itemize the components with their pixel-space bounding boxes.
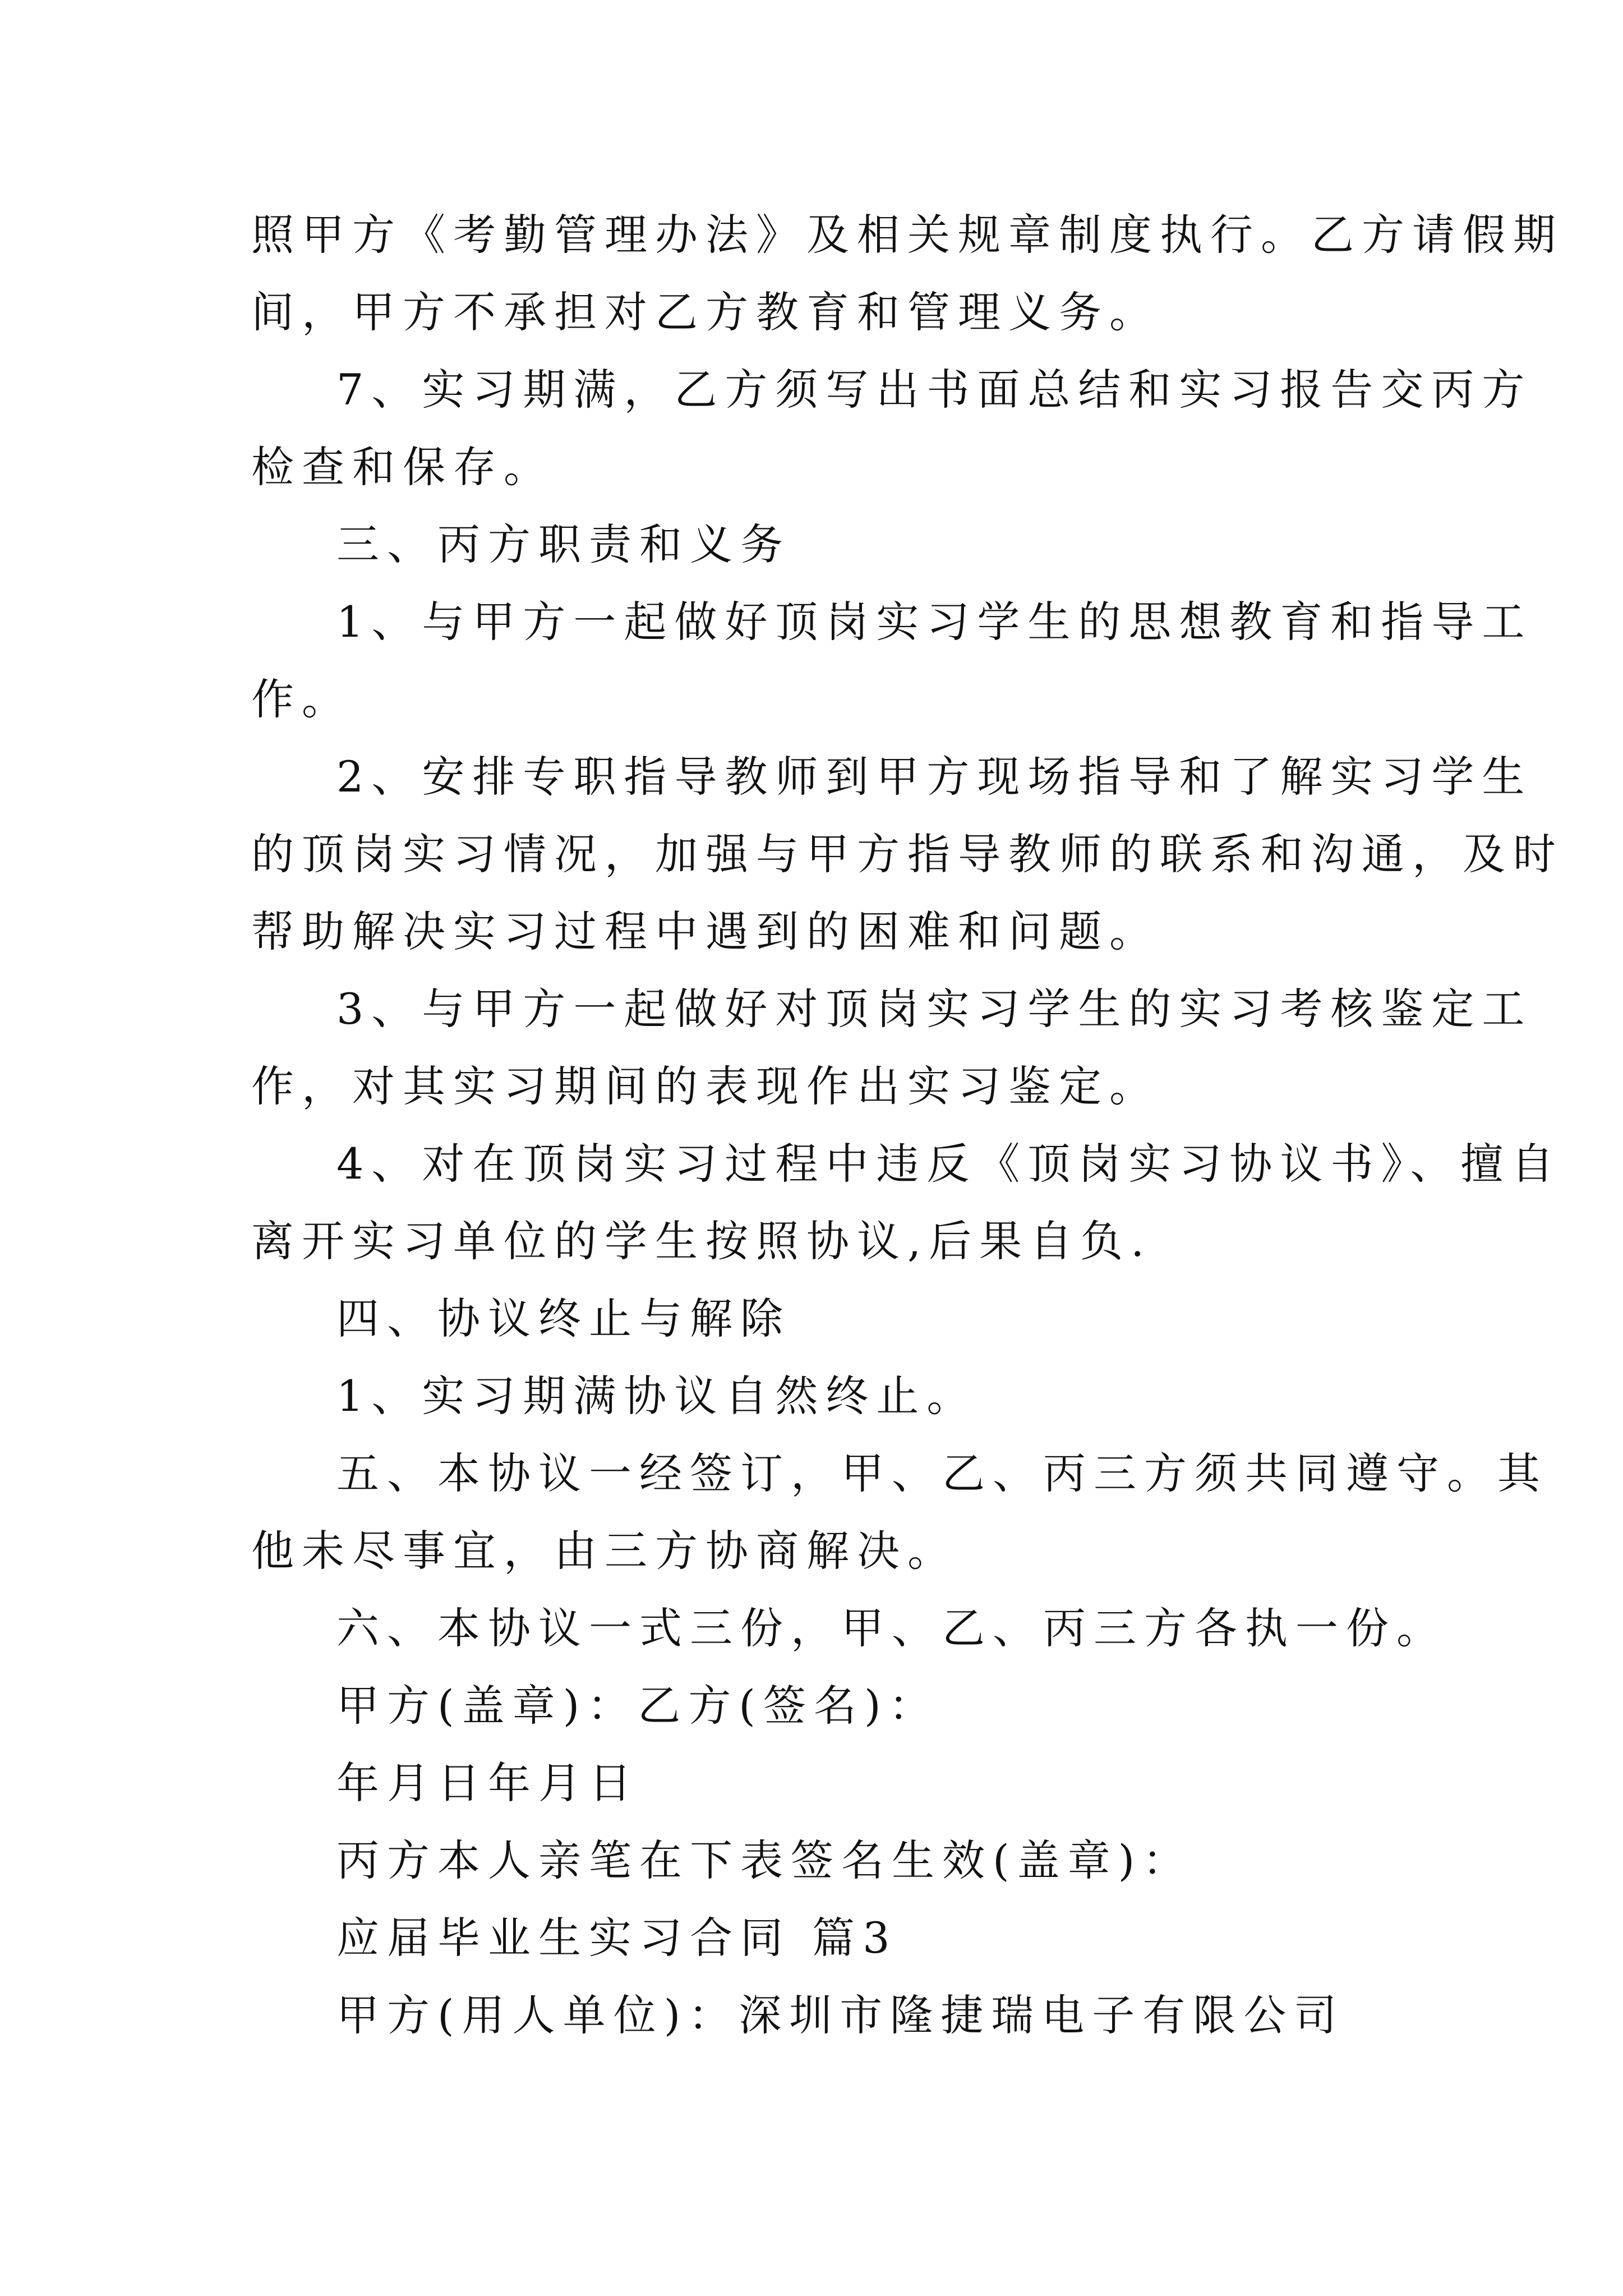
text-line: 间，甲方不承担对乙方教育和管理义务。	[251, 287, 1160, 337]
signature-line-a-b	[251, 1667, 1373, 1745]
text-line: 六、本协议一式三份，甲、乙、丙三方各执一份。	[336, 1603, 1447, 1653]
text-line: 作，对其实习期间的表现作出实习鉴定。	[251, 1061, 1160, 1111]
text-line: 照甲方《考勤管理办法》及相关规章制度执行。乙方请假期	[251, 210, 1564, 260]
paragraph-c-clause-3	[251, 970, 1533, 1125]
text-line: 三、丙方职责和义务	[336, 519, 791, 569]
section-six	[251, 1590, 1447, 1667]
text-line: 2、安排专职指导教师到甲方现场指导和了解实习学生	[336, 752, 1533, 802]
text-line: 离开实习单位的学生按照协议,后果自负.	[251, 1216, 1152, 1266]
section-heading-termination	[251, 1280, 1373, 1358]
text-line: 3、与甲方一起做好对顶岗实习学生的实习考核鉴定工	[336, 984, 1533, 1034]
text-line: 的顶岗实习情况，加强与甲方指导教师的联系和沟通，及时	[251, 829, 1564, 879]
paragraph-clause-7	[251, 351, 1533, 506]
paragraph-c-clause-1	[251, 583, 1533, 738]
text-line: 1、实习期满协议自然终止。	[336, 1371, 978, 1421]
section-heading-party-c-duties	[251, 506, 1373, 583]
text-line: 他未尽事宜，由三方协商解决。	[251, 1526, 958, 1576]
signature-line-c	[251, 1822, 1373, 1899]
text-line: 甲方(盖章)：乙方(签名)：	[336, 1681, 939, 1731]
text-line: 应届毕业生实习合同 篇3	[336, 1913, 898, 1963]
paragraph-c-clause-4	[251, 1125, 1562, 1280]
contract-title-part-3	[251, 1899, 1373, 1977]
text-line: 四、协议终止与解除	[336, 1294, 791, 1343]
text-line: 五、本协议一经签订，甲、乙、丙三方须共同遵守。其	[336, 1448, 1548, 1498]
text-line: 4、对在顶岗实习过程中违反《顶岗实习协议书》、擅自	[336, 1139, 1562, 1189]
text-line: 甲方(用人单位)：深圳市隆捷瑞电子有限公司	[336, 1990, 1345, 2040]
text-line: 年月日年月日	[336, 1758, 639, 1808]
text-line: 检查和保存。	[251, 442, 554, 492]
paragraph-attendance-continued	[251, 196, 1564, 351]
text-line: 帮助解决实习过程中遇到的困难和问题。	[251, 907, 1160, 956]
document-body	[251, 196, 1564, 2054]
paragraph-c-clause-2	[251, 738, 1564, 970]
party-a-employer-line	[251, 1977, 1373, 2054]
date-line	[251, 1745, 1373, 1822]
paragraph-termination-clause-1	[251, 1358, 1373, 1435]
text-line: 作。	[251, 674, 352, 724]
text-line: 7、实习期满，乙方须写出书面总结和实习报告交丙方	[336, 365, 1533, 415]
text-line: 1、与甲方一起做好顶岗实习学生的思想教育和指导工	[336, 597, 1533, 647]
text-line: 丙方本人亲笔在下表签名生效(盖章)：	[336, 1835, 1193, 1885]
section-five	[251, 1435, 1548, 1590]
